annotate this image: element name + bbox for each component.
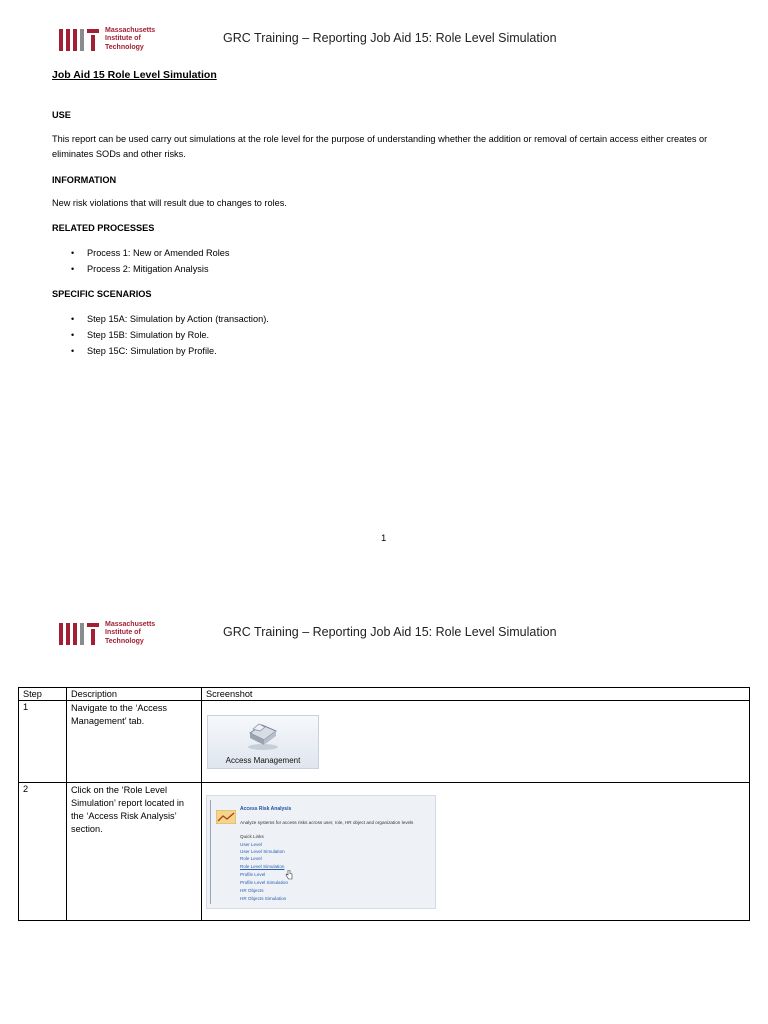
divider bbox=[210, 800, 211, 904]
use-heading: USE bbox=[52, 110, 71, 120]
list-item: • Step 15A: Simulation by Action (transaction). bbox=[71, 314, 269, 324]
screenshot-column-header: Screenshot bbox=[202, 688, 750, 701]
step-number: 1 bbox=[19, 701, 67, 783]
access-management-tile-screenshot bbox=[207, 715, 319, 769]
description-column-header: Description bbox=[67, 688, 202, 701]
step-description: Navigate to the ‘Access Management’ tab. bbox=[67, 701, 202, 783]
access-risk-analysis-description: Analyze systems for access risks across user, role, HR object and organization levels bbox=[240, 820, 414, 825]
screenshot-cell bbox=[202, 783, 750, 921]
header-title: GRC Training – Reporting Job Aid 15: Role Level Simulation bbox=[223, 31, 557, 45]
list-item: • Step 15C: Simulation by Profile. bbox=[71, 346, 217, 356]
mit-logo-mark bbox=[59, 29, 99, 51]
screenshot-cell bbox=[202, 701, 750, 783]
mit-logo-text: Massachusetts Institute of Technology bbox=[105, 27, 156, 51]
table-row bbox=[19, 701, 750, 783]
step-number: 2 bbox=[19, 783, 67, 921]
link-hr-objects[interactable]: HR Objects bbox=[240, 888, 264, 893]
link-role-level[interactable]: Role Level bbox=[240, 856, 262, 861]
page-number: 1 bbox=[381, 533, 387, 544]
step-description: Click on the ‘Role Level Simulation’ report located in the ‘Access Risk Analysis’ section. bbox=[67, 783, 202, 921]
quick-links-label: Quick Links bbox=[240, 834, 264, 839]
step-column-header: Step bbox=[19, 688, 67, 701]
table-row bbox=[19, 783, 750, 921]
chart-icon bbox=[216, 810, 236, 824]
link-profile-level[interactable]: Profile Level bbox=[240, 872, 266, 877]
mit-logo bbox=[59, 621, 169, 649]
list-item: • Step 15B: Simulation by Role. bbox=[71, 330, 210, 340]
mit-logo-mark bbox=[59, 623, 99, 645]
access-management-label: Access Management bbox=[225, 756, 301, 765]
link-hr-objects-simulation[interactable]: HR Objects Simulation bbox=[240, 896, 287, 901]
related-processes-heading: RELATED PROCESSES bbox=[52, 223, 155, 233]
link-profile-level-simulation[interactable]: Profile Level Simulation bbox=[240, 880, 289, 885]
access-risk-analysis-title: Access Risk Analysis bbox=[240, 806, 292, 812]
header-title: GRC Training – Reporting Job Aid 15: Role Level Simulation bbox=[223, 625, 557, 639]
link-role-level-simulation[interactable]: Role Level Simulation bbox=[240, 864, 285, 869]
access-management-icon bbox=[244, 721, 282, 751]
information-paragraph: New risk violations that will result due to changes to roles. bbox=[52, 198, 287, 208]
link-user-level-simulation[interactable]: User Level Simulation bbox=[240, 849, 285, 854]
mit-logo bbox=[59, 27, 169, 55]
specific-scenarios-heading: SPECIFIC SCENARIOS bbox=[52, 289, 152, 299]
hand-cursor-icon bbox=[285, 870, 293, 880]
document-title: Job Aid 15 Role Level Simulation bbox=[52, 69, 217, 81]
use-paragraph: This report can be used carry out simulations at the role level for the purpose of understanding whether the addition or removal of certain access either creates or eliminates SODs and other risks. bbox=[52, 134, 708, 159]
link-user-level[interactable]: User Level bbox=[240, 842, 262, 847]
mit-logo-text: Massachusetts Institute of Technology bbox=[105, 621, 156, 645]
access-risk-analysis-screenshot bbox=[206, 795, 436, 909]
table-header-row bbox=[19, 688, 750, 701]
steps-table bbox=[18, 687, 750, 921]
list-item: • Process 2: Mitigation Analysis bbox=[71, 264, 209, 274]
list-item: • Process 1: New or Amended Roles bbox=[71, 248, 230, 258]
information-heading: INFORMATION bbox=[52, 175, 117, 185]
